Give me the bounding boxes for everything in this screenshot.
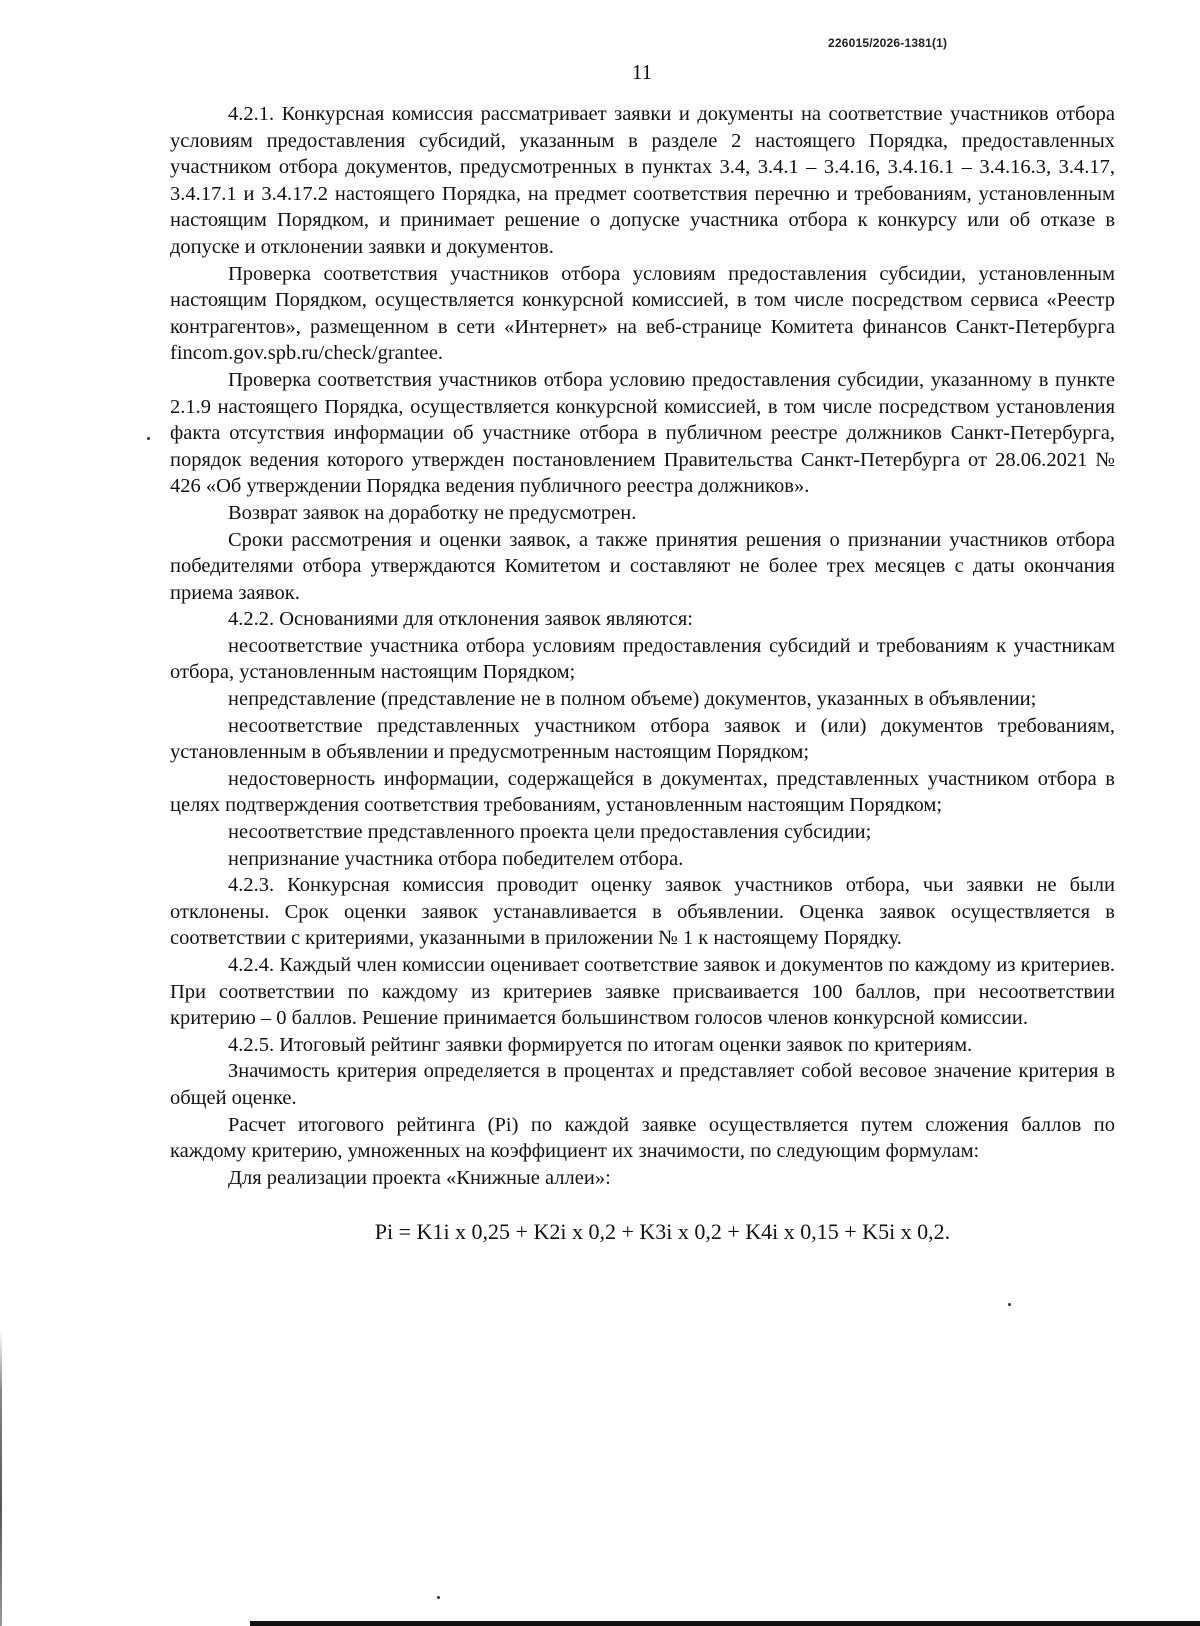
scan-speck <box>437 1596 440 1599</box>
paragraph-project-book-alleys: Для реализации проекта «Книжные аллеи»: <box>228 1166 611 1189</box>
list-item: несоответствие представленного проекта цели предоставления субсидии; <box>228 821 872 844</box>
scan-speck <box>1008 1303 1011 1306</box>
list-item: недостоверность информации, содержащейся в документах, представленных участником отбора в целях подтверждения соответствия требованиям, установленным настоящим Порядком; <box>170 767 1115 817</box>
paragraph-criterion-weight: Значимость критерия определяется в процентах и представляет собой весовое значение критерия в общей оценке. <box>170 1060 1115 1109</box>
paragraph-4-2-5: 4.2.5. Итоговый рейтинг заявки формируется по итогам оценки заявок по критериям. <box>228 1033 973 1056</box>
list-item: непризнание участника отбора победителем отбора. <box>228 847 684 870</box>
paragraph-4-2-2: 4.2.2. Основаниями для отклонения заявок являются: <box>228 608 693 631</box>
scan-speck <box>147 437 150 440</box>
paragraph-4-2-4: 4.2.4. Каждый член комиссии оценивает соответствие заявок и документов по каждому из критериев. При соответствии по каждому из критериев заявке присваивается 100 баллов, при несоответствии критерию – 0 баллов. Решение принимается большинством голосов членов конкурсной комиссии. <box>170 954 1115 1030</box>
paragraph-review-terms: Сроки рассмотрения и оценки заявок, а также принятия решения о признании участников отбора победителями отбора утверждаются Комитетом и составляют не более трех месяцев с даты окончания приема заявок. <box>170 528 1115 604</box>
paragraph-no-return: Возврат заявок на доработку не предусмотрен. <box>228 501 637 524</box>
list-item: несоответствие участника отбора условиям предоставления субсидий и требованиям к участникам отбора, установленным настоящим Порядком; <box>170 634 1115 684</box>
rating-formula: Pi = K1i x 0,25 + K2i x 0,2 + K3i x 0,2 + K4i x 0,15 + K5i x 0,2. <box>374 1219 951 1245</box>
document-registration-number: 226015/2026-1381(1) <box>828 36 948 50</box>
paragraph-rating-calculation: Расчет итогового рейтинга (Pi) по каждой заявке осуществляется путем сложения баллов по каждому критерию, умноженных на коэффициент их значимости, по следующим формулам: <box>170 1113 1115 1163</box>
paragraph-check-debtors-registry: Проверка соответствия участников отбора условию предоставления субсидии, указанному в пункте 2.1.9 настоящего Порядка, осуществляется конкурсной комиссией, в том числе посредством установления факта отсутствия информации об участнике отбора в публичном реестре должников Санкт-Петербурга, порядок ведения которого утвержден постановлением Правительства Санкт-Петербурга от 28.06.2021 № 426 «Об утверждении Порядка ведения публичного реестра должников». <box>170 368 1115 498</box>
scan-edge-left <box>0 1330 2 1626</box>
paragraph-4-2-3: 4.2.3. Конкурсная комиссия проводит оценку заявок участников отбора, чьи заявки не были отклонены. Срок оценки заявок устанавливается в объявлении. Оценка заявок осуществляется в соответствии с критериями, указанными в приложении № 1 к настоящему Порядку. <box>170 874 1115 950</box>
scan-edge-bottom <box>250 1621 1200 1626</box>
list-item: непредставление (представление не в полном объеме) документов, указанных в объявлении; <box>228 688 1037 711</box>
paragraph-check-conditions: Проверка соответствия участников отбора условиям предоставления субсидии, установленным настоящим Порядком, осуществляется конкурсной комиссией, в том числе посредством сервиса «Реестр контрагентов», размещенном в сети «Интернет» на веб-странице Комитета финансов Санкт-Петербурга fincom.gov.spb.ru/check/grantee. <box>170 262 1115 365</box>
list-item: несоответствие представленных участником отбора заявок и (или) документов требованиям, установленным в объявлении и предусмотренным настоящим Порядком; <box>170 714 1115 764</box>
paragraph-4-2-1: 4.2.1. Конкурсная комиссия рассматривает заявки и документы на соответствие участников отбора условиям предоставления субсидий, указанным в разделе 2 настоящего Порядка, предоставленных участником отбора документов, предусмотренных в пунктах 3.4, 3.4.1 – 3.4.16, 3.4.16.1 – 3.4.16.3, 3.4.17, 3.4.17.1 и 3.4.17.2 настоящего Порядка, на предмет соответствия перечню и требованиям, установленным настоящим Порядком, и принимает решение о допуске участника отбора к конкурсу или об отказе в допуске и отклонении заявки и документов. <box>170 103 1115 258</box>
page-number: 11 <box>631 60 653 84</box>
document-body <box>170 101 1115 1246</box>
